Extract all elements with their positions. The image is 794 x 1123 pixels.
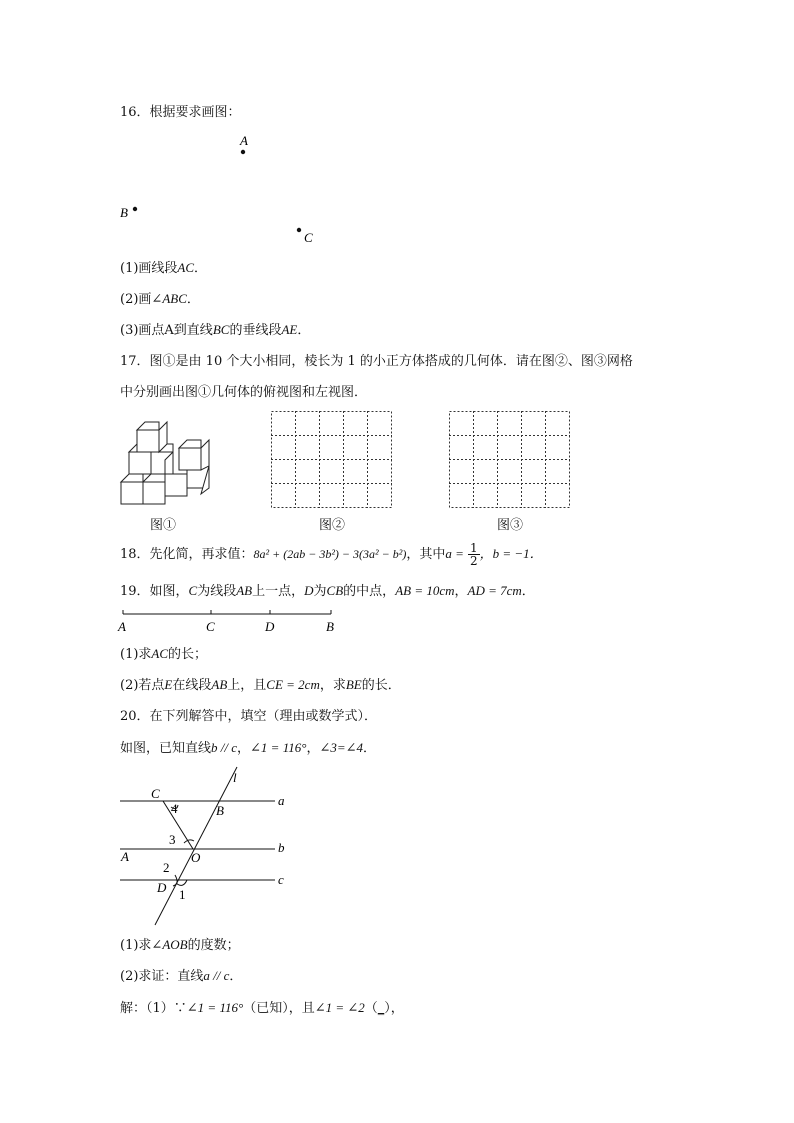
q19-segment-figure [115,608,355,636]
point-b-label: B [120,205,128,220]
q19-stem: 19．如图，C为线段AB上一点，D为CB的中点，AB = 10cm，AD = 7cm． [120,583,535,599]
q20-sub2: (2)求证：直线a // c． [120,968,243,984]
q19-label-c: C [206,619,215,634]
q16-item2: (2)画∠ABC． [120,291,200,307]
q17-figure3-grid[interactable] [449,411,571,508]
q17-figure2-grid[interactable] [271,411,393,508]
q19-sub2: (2)若点E在线段AB上，且CE = 2cm，求BE的长． [120,677,401,693]
q20-label-1: 1 [179,887,186,902]
answer-blank[interactable]: _ [377,1001,385,1016]
q20-label-d: D [157,880,167,895]
q18-line: 18．先化简，再求值：8a² + (2ab − 3b²) − 3(3a² − b²)，其中a = $\frac{1}{2}$ ，b = −1． [120,541,543,568]
q20-label-l: l [233,770,237,785]
q17-line1: 17．图①是由 10 个大小相同，棱长为 1 的小正方体搭成的几何体．请在图②、图③网格 [120,354,633,369]
q20-label-a-line: a [278,793,285,808]
q20-label-a-point: A [121,849,129,864]
q19-label-a: A [118,619,126,634]
q16-item1: (1)画线段AC． [120,260,208,276]
q20-label-3: 3 [169,832,176,847]
q20-given: 如图，已知直线b // c，∠1 = 116°，∠3=∠4． [120,740,377,756]
point-a-dot [241,150,245,154]
q16-title: 16．根据要求画图： [120,105,241,120]
point-c-dot [297,228,301,232]
q19-label-d: D [265,619,275,634]
q20-label-c-line: c [278,872,284,887]
q18-fraction: $\frac{1}{2}$ [470,541,478,568]
point-c-label: C [304,230,313,245]
q20-label-2: 2 [163,860,170,875]
q20-label-b-line: b [278,840,285,855]
q17-line2: 中分别画出图①几何体的俯视图和左视图． [120,385,368,400]
q19-sub1: (1)求AC的长； [120,646,208,662]
point-a-label: A [240,133,248,148]
q19-label-b: B [326,619,334,634]
q16-points-figure [0,0,794,260]
point-b-dot [133,207,137,211]
q17-caption-fig3: 图③ [497,518,524,533]
q17-caption-fig2: 图② [319,518,346,533]
q20-title: 20．在下列解答中，填空（理由或数学式）． [120,709,378,724]
q20-label-b-point: B [216,803,224,818]
q20-parallel-lines-figure [115,765,300,930]
q17-figure1-cubes [116,420,216,512]
q20-label-c: C [151,786,160,801]
q20-solution: 解：（1）∵∠1 = 116°（已知），且∠1 = ∠2（_）， [120,1000,404,1016]
q17-caption-fig1: 图① [150,518,177,533]
q20-label-4: 4 [171,801,178,816]
q20-sub1: (1)求∠AOB的度数； [120,937,240,953]
q20-label-o: O [191,850,201,865]
q16-item3: (3)画点A到直线BC的垂线段AE． [120,322,311,338]
